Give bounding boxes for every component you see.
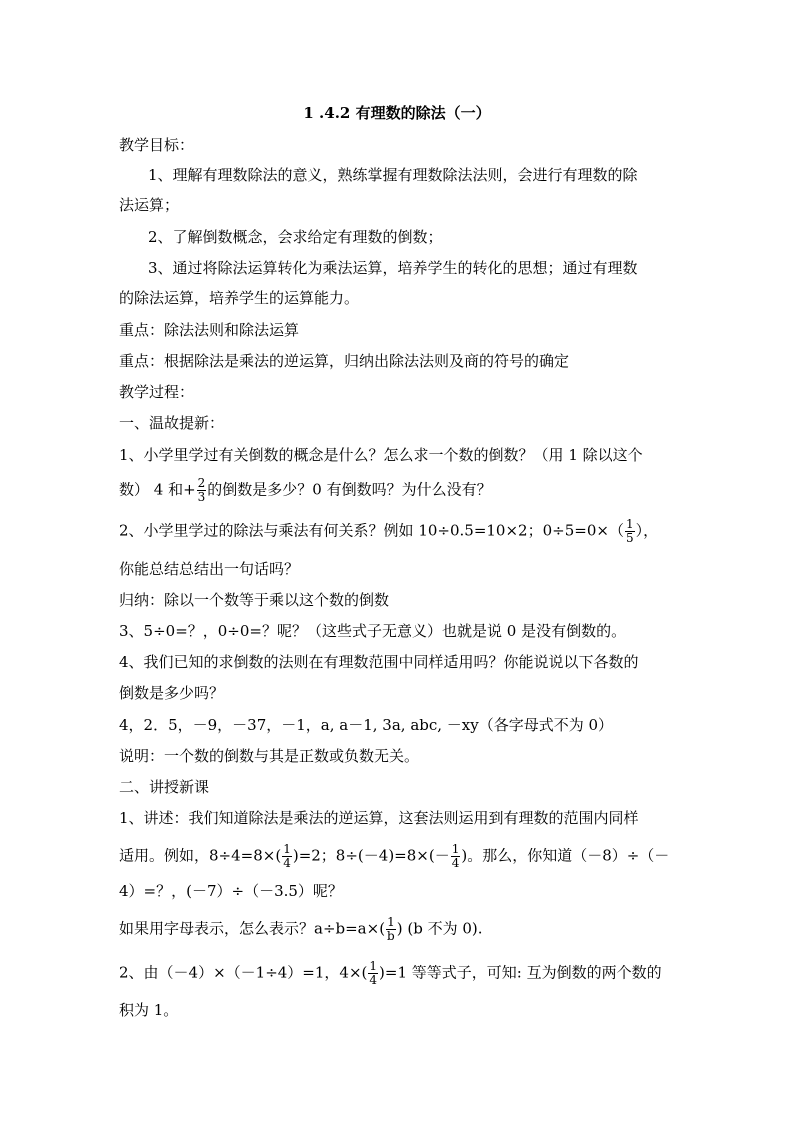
teaching-1-text-c: )。那么，你知道（－8）÷（－ xyxy=(461,846,670,865)
section-1-heading: 一、温故提新： xyxy=(119,414,225,432)
note: 说明：一个数的倒数与其是正数或负数无关。 xyxy=(119,747,420,765)
question-1-line-2 xyxy=(119,477,492,504)
fraction-denominator: 4 xyxy=(451,856,460,870)
teaching-1-line-2 xyxy=(119,843,669,870)
fraction-one-fifth xyxy=(625,518,635,545)
question-4-line-2: 倒数是多少吗？ xyxy=(119,684,225,702)
fraction-denominator: 4 xyxy=(283,856,291,870)
fraction-numerator: 1 xyxy=(369,959,378,973)
process-heading: 教学过程： xyxy=(119,383,195,401)
fraction-numerator: 2 xyxy=(197,476,206,490)
fraction-one-quarter xyxy=(368,960,378,987)
fraction-one-over-b xyxy=(386,916,396,943)
teaching-1-text-b: )=2；8÷(－4)=8×(－ xyxy=(292,846,450,865)
objective-2: 2、了解倒数概念，会求给定有理数的倒数； xyxy=(148,228,443,246)
teaching-2-text-b: )=1 等等式子，可知: 互为倒数的两个数的 xyxy=(379,963,662,982)
teaching-2-text-a: 2、由（－4）×（－1÷4）=1，4×( xyxy=(119,963,368,982)
number-list: 4，2．5，－9，－37，－1，a, a－1, 3a, abc, －xy（各字母式不为 0） xyxy=(119,716,614,734)
objective-1-line-2: 法运算； xyxy=(119,196,180,214)
question-2-text-b: ， xyxy=(643,521,659,540)
fraction-denominator: b xyxy=(387,929,395,943)
fraction-numerator: 1 xyxy=(387,915,395,929)
summary: 归纳：除以一个数等于乘以这个数的倒数 xyxy=(119,591,390,609)
question-2-line-1: 2、小学里学过的除法与乘法有何关系？例如 10÷0.5=10×2；0÷5=0×（ $\frac{1}{5}$ ）， xyxy=(119,517,659,545)
fraction-two-thirds xyxy=(197,477,207,504)
teaching-letter-form xyxy=(119,916,483,943)
objective-1-line-1: 1、理解有理数除法的意义，熟练掌握有理数除法法则，会进行有理数的除 xyxy=(148,166,638,184)
question-4-line-1: 4、我们已知的求倒数的法则在有理数范围中同样适用吗？你能说说以下各数的 xyxy=(119,653,639,671)
key-point: 重点：除法法则和除法运算 xyxy=(119,321,300,339)
letter-form-text-b: ) (b 不为 0). xyxy=(396,919,483,938)
question-1-line-1: 1、小学里学过有关倒数的概念是什么？怎么求一个数的倒数？（用 1 除以这个 xyxy=(119,446,643,464)
teaching-1-line-1: 1、讲述：我们知道除法是乘法的逆运算，这套法则运用到有理数的范围内同样 xyxy=(119,809,639,827)
question-3: 3、5÷0=？，0÷0=？呢？（这些式子无意义）也就是说 0 是没有倒数的。 xyxy=(119,622,627,640)
fraction-numerator: 1 xyxy=(625,517,634,531)
fraction-one-quarter xyxy=(451,843,461,870)
fraction-denominator: 4 xyxy=(369,973,378,987)
objective-3-line-1: 3、通过将除法运算转化为乘法运算，培养学生的转化的思想；通过有理数 xyxy=(148,259,638,277)
question-1-text-b: 的倒数是多少？0 有倒数吗？为什么没有？ xyxy=(207,480,492,499)
objective-3-line-2: 的除法运算，培养学生的运算能力。 xyxy=(119,289,360,307)
letter-form-text-a: 如果用字母表示，怎么表示？a÷b=a×( xyxy=(119,919,386,938)
teaching-1-line-3: 4）=？，(－7）÷（－3.5）呢？ xyxy=(119,882,343,900)
teaching-2-line-2: 积为 1。 xyxy=(119,1001,179,1019)
fraction-one-quarter xyxy=(282,843,292,870)
difficulty: 重点：根据除法是乘法的逆运算，归纳出除法法则及商的符号的确定 xyxy=(119,352,570,370)
teaching-2-line-1 xyxy=(119,960,662,987)
question-2-line-2: 你能总结总结出一句话吗？ xyxy=(119,560,300,578)
fraction-numerator: 1 xyxy=(451,842,460,856)
teaching-1-text-a: 适用。例如，8÷4=8×( xyxy=(119,846,282,865)
objectives-heading: 教学目标： xyxy=(119,136,195,154)
question-2-text-a: 2、小学里学过的除法与乘法有何关系？例如 10÷0.5=10×2；0÷5=0× xyxy=(119,521,609,540)
question-1-text-a: 数） 4 和+ xyxy=(119,480,196,499)
page-title: 1 .4.2 有理数的除法（一） xyxy=(303,104,491,122)
fraction-numerator: 1 xyxy=(283,842,291,856)
fraction-denominator: 3 xyxy=(197,490,206,504)
fraction-denominator: 5 xyxy=(625,531,634,545)
section-2-heading: 二、讲授新课 xyxy=(119,778,210,796)
